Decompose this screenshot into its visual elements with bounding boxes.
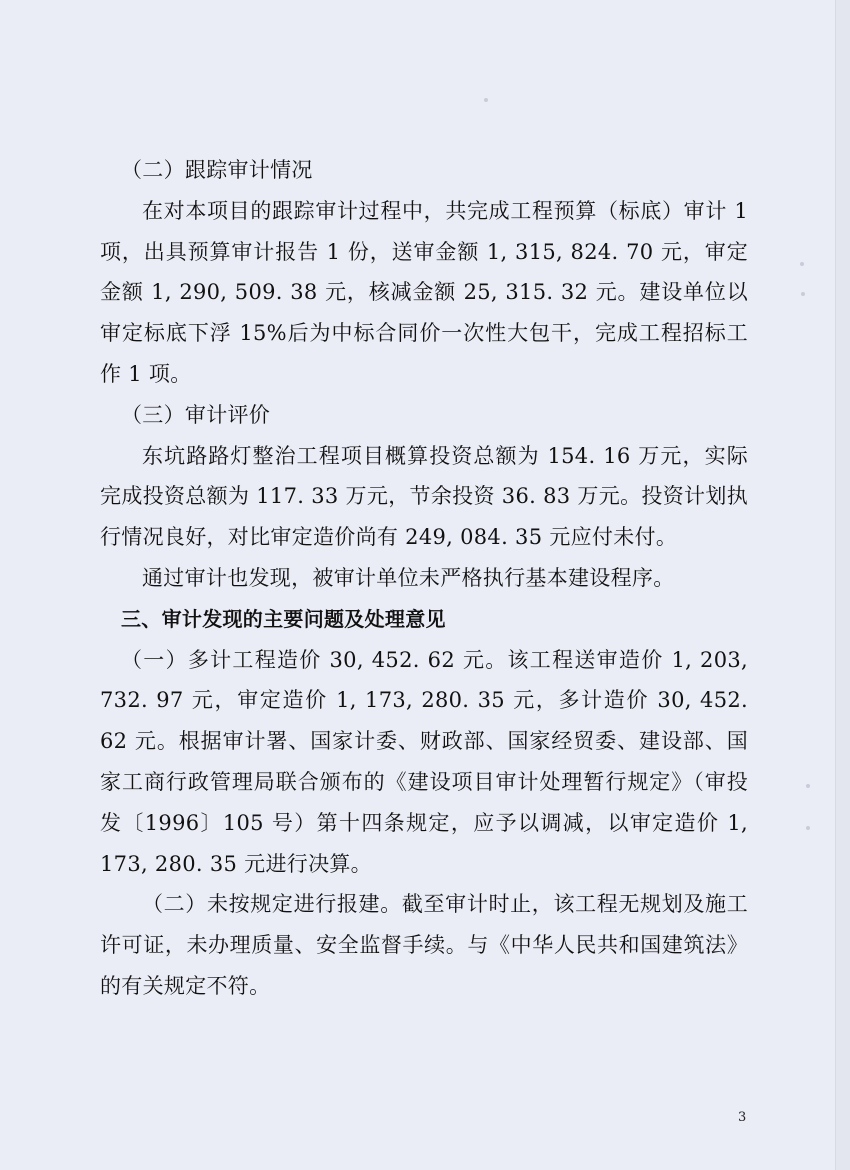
scan-speck (800, 262, 804, 266)
section-heading-main-issues: 三、审计发现的主要问题及处理意见 (121, 606, 446, 631)
page-edge (835, 0, 850, 1170)
document-body (100, 150, 748, 1007)
issue-2-paragraph: （二）未按规定进行报建。截至审计时止，该工程无规划及施工许可证，未办理质量、安全监督手续。与《中华人民共和国建筑法》的有关规定不符。 (100, 892, 748, 998)
audit-evaluation-paragraph-1: 东坑路路灯整治工程项目概算投资总额为 154. 16 万元，实际完成投资总额为 117. 33 万元，节余投资 36. 83 万元。投资计划执行情况良好，对比审定造价尚有 249, 084. 35 元应付未付。 (100, 443, 748, 550)
issue-1-paragraph: （一）多计工程造价 30, 452. 62 元。该工程送审造价 1, 203, 732. 97 元，审定造价 1, 173, 280. 35 元，多计造价 30, 452. 62 元。根据审计署、国家计委、财政部、国家经贸委、建设部、国家工商行政管理局联合颁布的《建设项目审计处理暂行规定》（审投发〔1996〕105 号）第十四条规定，应予以调减，以审定造价 1, 173, 280. 35 元进行决算。 (100, 647, 748, 876)
scan-speck (806, 784, 810, 788)
scan-speck (801, 292, 805, 296)
audit-evaluation-paragraph-2: 通过审计也发现，被审计单位未严格执行基本建设程序。 (142, 565, 675, 590)
page-number: 3 (738, 1110, 747, 1125)
scan-speck (806, 826, 810, 830)
section-heading-tracking-audit: （二）跟踪审计情况 (121, 158, 313, 182)
section-heading-audit-evaluation: （三）审计评价 (121, 402, 271, 427)
tracking-audit-paragraph: 在对本项目的跟踪审计过程中，共完成工程预算（标底）审计 1 项，出具预算审计报告 1 份，送审金额 1, 315, 824. 70 元，审定金额 1, 290, 509. 38 元，核减金额 25, 315. 32 元。建设单位以审定标底下浮 15%后为中标合同价一次性大包干，完成工程招标工作 1 项。 (100, 198, 748, 386)
scan-speck (484, 98, 488, 102)
